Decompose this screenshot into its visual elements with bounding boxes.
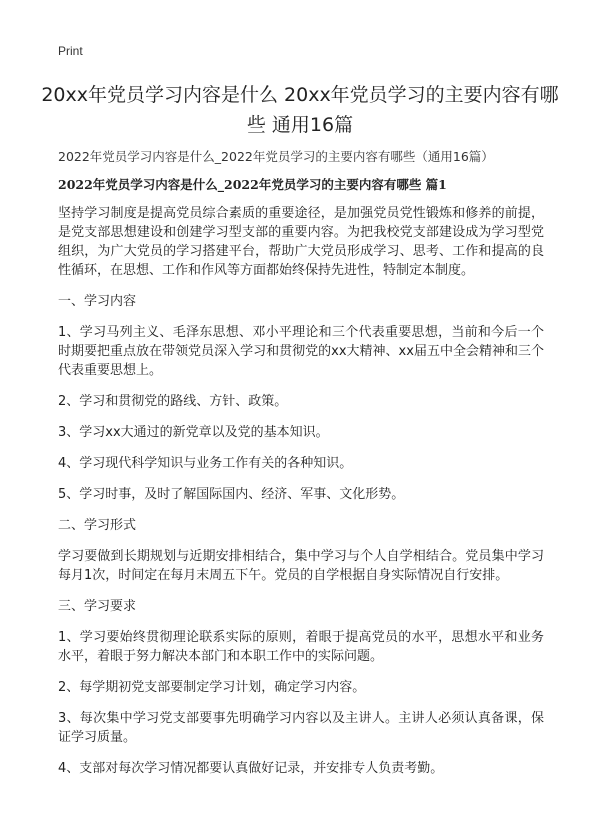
list-item: 1、学习要始终贯彻理论联系实际的原则，着眼于提高党员的水平，思想水平和业务水平，着眼于努力解决本部门和本职工作中的实际问题。 [58,630,544,664]
section-heading-form: 二、学习形式 [58,518,137,533]
page-title: 20xx年党员学习内容是什么 20xx年党员学习的主要内容有哪些 通用16篇 [41,84,559,136]
list-item: 3、每次集中学习党支部要事先明确学习内容以及主讲人。主讲人必须认真备课，保证学习质量。 [58,711,544,745]
intro-paragraph: 坚持学习制度是提高党员综合素质的重要途径，是加强党员党性锻炼和修养的前提，是党支部思想建设和创建学习型支部的重要内容。为把我校党支部建设成为学习型党组织，为广大党员的学习搭建平台，帮助广大党员形成学习、思考、工作和提高的良性循环，在思想、工作和作风等方面都始终保持先进性，特制定本制度。 [58,206,544,278]
list-item: 2、每学期初党支部要制定学习计划，确定学习内容。 [58,680,366,695]
section-heading-content: 一、学习内容 [58,294,137,309]
list-item: 3、学习xx大通过的新党章以及党的基本知识。 [58,425,329,440]
print-label[interactable]: Print [58,44,83,58]
article-heading: 2022年党员学习内容是什么_2022年党员学习的主要内容有哪些 篇1 [58,177,447,192]
document-body [58,148,544,790]
section-heading-requirements: 三、学习要求 [58,599,137,614]
list-item: 4、学习现代科学知识与业务工作有关的各种知识。 [58,456,353,471]
document-subtitle: 2022年党员学习内容是什么_2022年党员学习的主要内容有哪些（通用16篇） [58,149,494,164]
list-item: 4、支部对每次学习情况都要认真做好记录，并安排专人负责考勤。 [58,761,444,776]
list-item: 5、学习时事，及时了解国际国内、经济、军事、文化形势。 [58,487,405,502]
section-form-paragraph: 学习要做到长期规划与近期安排相结合，集中学习与个人自学相结合。党员集中学习每月1次，时间定在每月末周五下午。党员的自学根据自身实际情况自行安排。 [58,549,544,583]
list-item: 1、学习马列主义、毛泽东思想、邓小平理论和三个代表重要思想，当前和今后一个时期要把重点放在带领党员深入学习和贯彻党的xx大精神、xx届五中全会精神和三个代表重要思想上。 [58,325,544,378]
list-item: 2、学习和贯彻党的路线、方针、政策。 [58,394,288,409]
